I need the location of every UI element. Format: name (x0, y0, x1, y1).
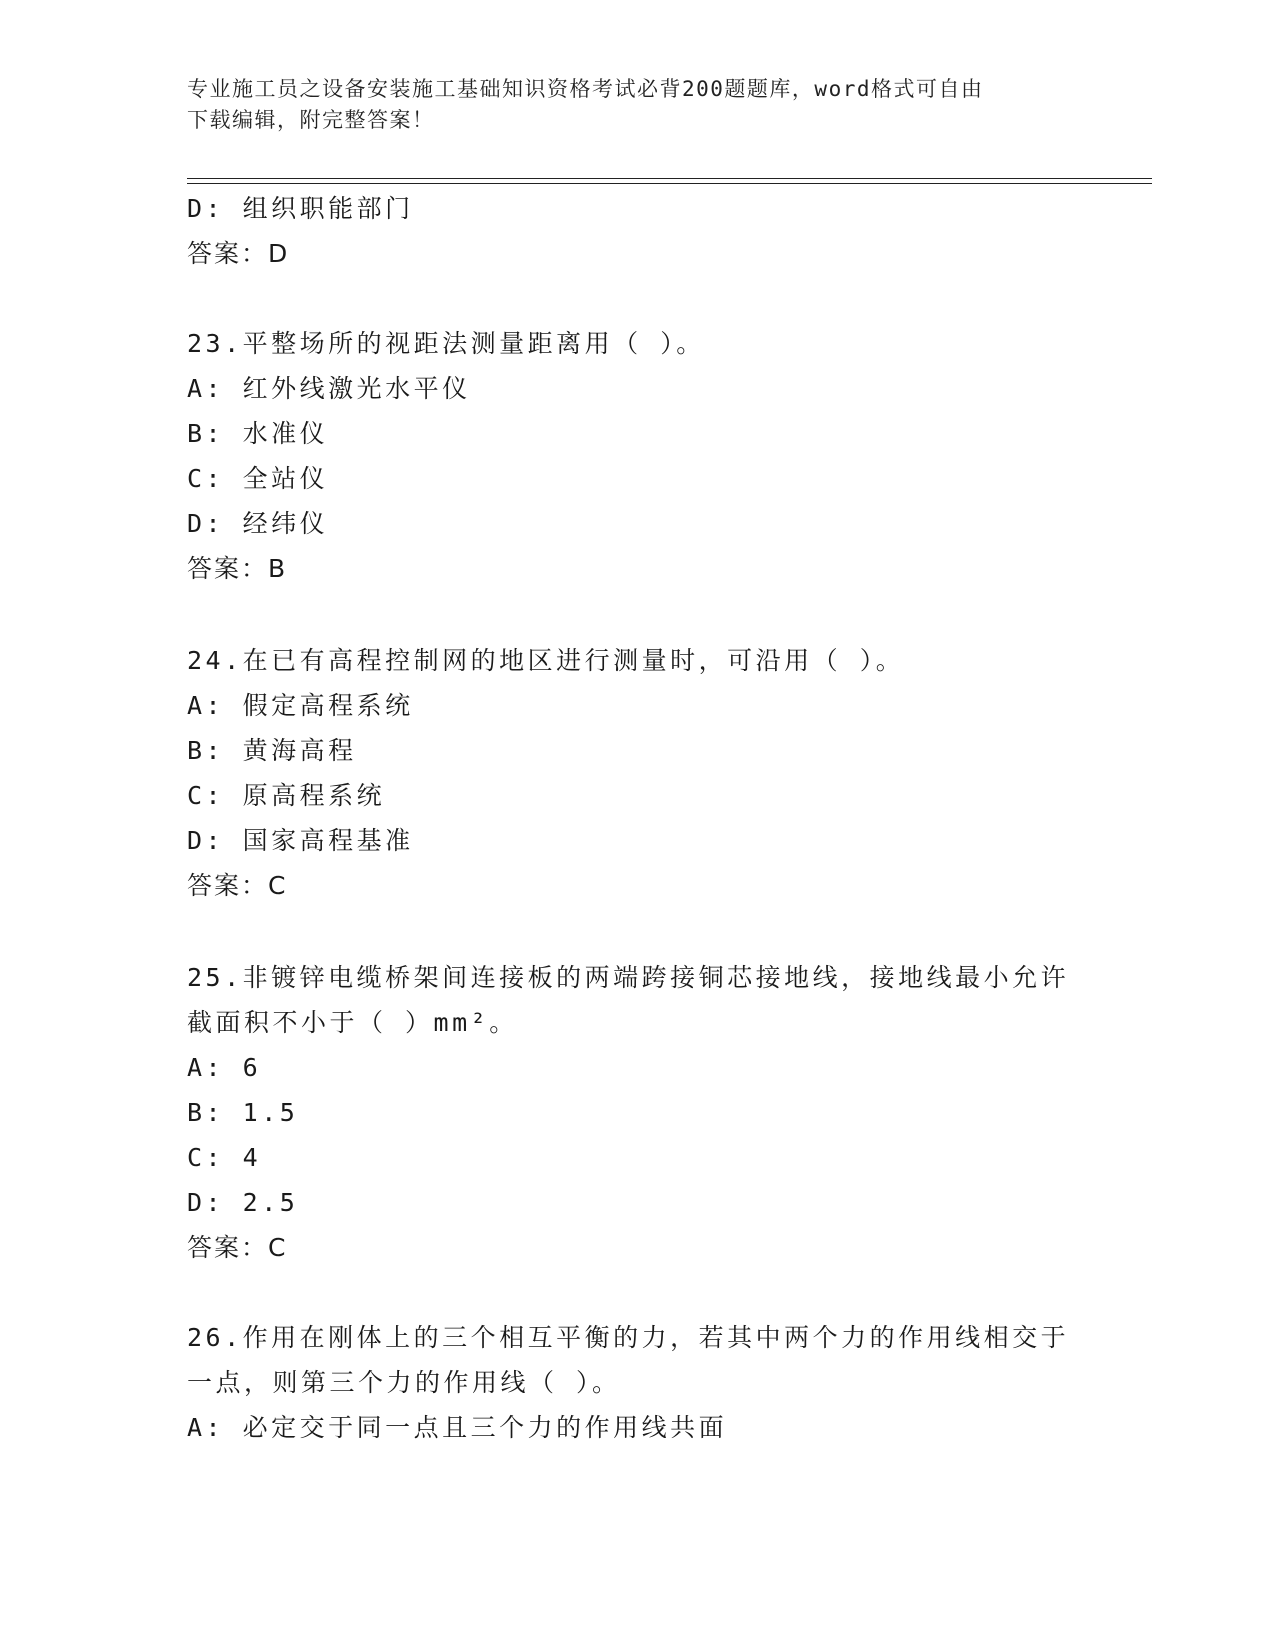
question-25-answer: 答案：C (187, 1233, 288, 1262)
question-25-option-c: C: 4 (187, 1143, 262, 1172)
prev-option-d: D: 组织职能部门 (187, 194, 414, 223)
document-header (187, 74, 1087, 136)
prev-answer: 答案：D (187, 239, 290, 268)
header-line-2: 下载编辑，附完整答案！ (187, 108, 435, 132)
header-line-1: 专业施工员之设备安装施工基础知识资格考试必背200题题库，word格式可自由 (187, 77, 984, 101)
question-23-option-b: B: 水准仪 (187, 419, 329, 448)
question-24-answer: 答案：C (187, 871, 288, 900)
question-23-answer: 答案：B (187, 554, 288, 583)
question-23-stem: 23.平整场所的视距法测量距离用（ ）。 (187, 329, 705, 358)
question-24-option-b: B: 黄海高程 (187, 736, 357, 765)
question-24-stem: 24.在已有高程控制网的地区进行测量时，可沿用（ ）。 (187, 646, 905, 675)
header-rule-bottom (187, 183, 1152, 184)
question-24-option-c: C: 原高程系统 (187, 781, 386, 810)
question-25-stem-line-1: 25.非镀锌电缆桥架间连接板的两端跨接铜芯接地线，接地线最小允许 (187, 963, 1070, 992)
question-26-option-a: A: 必定交于同一点且三个力的作用线共面 (187, 1413, 728, 1442)
question-23-option-a: A: 红外线激光水平仪 (187, 374, 471, 403)
question-23-option-c: C: 全站仪 (187, 464, 329, 493)
question-25-option-a: A: 6 (187, 1053, 262, 1082)
question-23-option-d: D: 经纬仪 (187, 509, 329, 538)
question-25-option-b: B: 1.5 (187, 1098, 299, 1127)
question-25-stem-line-2: 截面积不小于（ ）mm²。 (187, 1008, 518, 1037)
question-24-option-a: A: 假定高程系统 (187, 691, 414, 720)
question-26-stem-line-2: 一点，则第三个力的作用线（ ）。 (187, 1368, 621, 1397)
header-rule-top (187, 178, 1152, 179)
question-25-option-d: D: 2.5 (187, 1188, 299, 1217)
question-24-option-d: D: 国家高程基准 (187, 826, 414, 855)
question-26-stem-line-1: 26.作用在刚体上的三个相互平衡的力，若其中两个力的作用线相交于 (187, 1323, 1070, 1352)
